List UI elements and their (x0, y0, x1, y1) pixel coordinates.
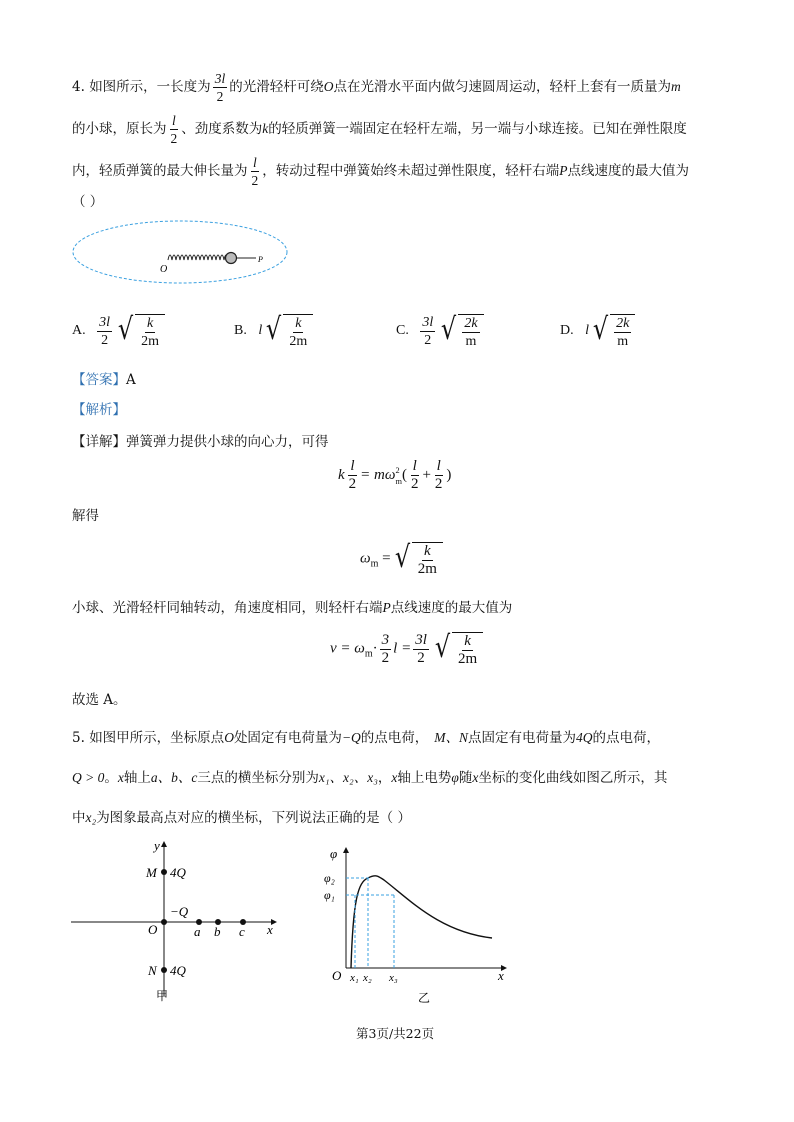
frac-num: k (423, 543, 431, 559)
x2: x₂ (85, 810, 97, 825)
label-x: x (267, 922, 273, 937)
sqrt: √ $\frac{k}{2m}$ (264, 312, 313, 350)
caption-jia: 甲 (156, 989, 169, 1003)
q4-text: 点在光滑水平面内做匀速圆周运动，轻杆上套有一质量为 (333, 79, 671, 95)
q4-text: 点线速度的最大值为 (567, 163, 689, 179)
point-o (161, 919, 167, 925)
label-n-charge: 4Q (170, 963, 186, 978)
q4-mass-m: m (670, 79, 681, 94)
q4-text: ，转动过程中弹簧始终未超过弹性限度，轻杆右端 (262, 163, 560, 179)
frac-num: l (350, 458, 355, 474)
frac-den: 2m (458, 651, 478, 667)
frac-den: 2 (434, 476, 443, 492)
fig-label-o: O (160, 264, 168, 275)
label-m-charge: 4Q (170, 865, 186, 880)
frac-den: 2m (289, 334, 308, 349)
text: 小球、光滑轻杆同轴转动，角速度相同，则轻杆右端 (72, 600, 383, 616)
frac-den: 2 (348, 476, 357, 492)
frac-num: 3l (422, 314, 434, 330)
q4-natural-length-fraction (169, 112, 180, 147)
coef: l (585, 323, 590, 339)
figure-jia (66, 836, 286, 1016)
coef-fraction (420, 314, 435, 349)
option-d[interactable] (560, 312, 635, 350)
sqrt: √ $\frac{k}{2m}$ (393, 540, 443, 578)
point-n (161, 967, 167, 973)
label-o: O (332, 968, 342, 983)
frac-num: l (412, 458, 417, 474)
text: 。 (104, 770, 118, 786)
q4-text: 、劲度系数为 (181, 121, 263, 137)
point-m (161, 869, 167, 875)
eq-dot: · (372, 640, 378, 657)
sqrt: √ $\frac{k}{2m}$ (433, 630, 483, 668)
text: ， (377, 770, 392, 786)
label-m: M (146, 865, 157, 880)
eq-omega: ω (360, 550, 371, 567)
text: 中 (72, 810, 86, 826)
frac-num: k (146, 316, 154, 331)
q4-text: 内，轻质弹簧的最大伸长量为 (72, 163, 248, 179)
x-axis: x (472, 770, 479, 785)
label-x1: x₁ (350, 972, 359, 984)
q4-text: 如图所示，一长度为 (89, 79, 211, 95)
points-mn: M、N (434, 730, 469, 745)
text: 三点的横坐标分别为 (197, 770, 319, 786)
option-c[interactable] (396, 312, 484, 350)
potential-curve (351, 876, 492, 968)
charge-neg-q: −Q (341, 730, 361, 745)
q4-pivot-o: O (323, 79, 334, 94)
text: 随 (458, 770, 473, 786)
q4-point-p: P (559, 163, 568, 178)
spring (168, 255, 228, 260)
eq-sup: 2 (395, 465, 400, 475)
q4-line-2 (72, 112, 687, 147)
label-x2: x₂ (363, 972, 372, 984)
q4-analysis-tag (72, 400, 126, 420)
option-b[interactable] (234, 312, 313, 350)
q4-k: k (262, 121, 269, 136)
eq-sub: m (370, 558, 379, 570)
text: 的点电荷， (592, 730, 661, 746)
frac-num: 3l (415, 631, 427, 648)
frac-den: 2 (101, 332, 109, 348)
page-footer: 第3页/共22页 (356, 1026, 435, 1041)
answer-tag: 【答案】 (72, 372, 126, 388)
q4-rotation-figure (70, 218, 290, 286)
caption-yi: 乙 (418, 991, 431, 1005)
q4-text: 的小球，原长为 (72, 121, 167, 137)
analysis-tag: 【解析】 (72, 402, 126, 418)
sqrt: √ $\frac{2k}{m}$ (591, 312, 635, 350)
eq-sub: m (364, 648, 373, 660)
label-b: b (214, 924, 221, 939)
point-p: P (382, 600, 391, 615)
label-o: O (148, 922, 158, 937)
q4-extension-fraction (250, 154, 261, 189)
label-c: c (239, 924, 245, 939)
equation-1 (338, 458, 451, 493)
label-phi2: φ₂ (324, 871, 335, 885)
q4-text: 的光滑轻杆可绕 (229, 79, 324, 95)
text: 点线速度的最大值为 (390, 600, 513, 616)
coef-fraction (97, 314, 112, 349)
frac-den: 2 (417, 649, 425, 666)
option-a[interactable] (72, 312, 165, 350)
q4-solve: 解得 (72, 508, 99, 524)
origin-o: O (224, 730, 234, 745)
condition: Q > 0 (72, 770, 105, 785)
coef: l (258, 323, 263, 339)
label-x: x (498, 968, 504, 983)
circular-path (73, 221, 287, 283)
frac-den: m (617, 334, 629, 349)
option-label: B. (234, 323, 247, 339)
q5-line-1 (72, 728, 660, 748)
label-o-charge: −Q (170, 904, 189, 919)
q5-number: 5. (72, 730, 85, 746)
frac-den: m (465, 334, 477, 349)
label-n: N (148, 963, 157, 978)
eq-sub: m (395, 476, 402, 486)
figure-yi (320, 840, 520, 1010)
frac-num: l (252, 155, 257, 170)
frac-den: 2m (141, 334, 160, 349)
option-label: D. (560, 323, 574, 339)
equation-3 (330, 630, 483, 668)
detail-text: 弹簧弹力提供小球的向心力，可得 (126, 434, 329, 450)
sqrt: √ $\frac{k}{2m}$ (116, 312, 165, 350)
q4-conclusion: 故选 A。 (72, 692, 127, 708)
label-a: a (194, 924, 201, 939)
frac-den: 2 (216, 89, 224, 104)
x-axis: x (117, 770, 124, 785)
answer-value: A (126, 372, 136, 388)
q4-number: 4. (72, 79, 85, 95)
label-phi1: φ₁ (324, 888, 335, 902)
charge-4q: 4Q (576, 730, 593, 745)
eq-equals: = (382, 550, 391, 567)
text: 如图甲所示，坐标原点 (89, 730, 225, 746)
text: 轴上电势 (397, 770, 452, 786)
label-y: y (154, 838, 160, 853)
text: 处固定有电荷量为 (233, 730, 342, 746)
q4-length-fraction (213, 70, 228, 105)
option-label: A. (72, 323, 86, 339)
frac-den: 2 (410, 476, 419, 492)
q4-answer (72, 370, 136, 390)
q4-answer-blank: （ ） (72, 194, 104, 210)
detail-tag: 【详解】 (72, 434, 126, 450)
paren: ) (446, 466, 452, 483)
q4-same-axis (72, 598, 512, 618)
frac-num: 2k (616, 316, 630, 331)
frac-num: k (464, 633, 471, 649)
q5-line-2 (72, 768, 667, 788)
points-abc: a、b、c (150, 770, 198, 785)
frac-num: l (436, 458, 441, 474)
equation-2 (360, 540, 443, 578)
frac-num: 3 (381, 631, 390, 648)
frac-num: 3l (99, 314, 111, 330)
text: 轴上 (123, 770, 151, 786)
eq-m-omega: = mω (360, 466, 396, 483)
eq-l: l = (393, 640, 412, 657)
option-label: C. (396, 323, 409, 339)
frac-den: 2 (424, 332, 432, 348)
text: 为图象最高点对应的横坐标，下列说法正确的是（ ） (96, 810, 411, 826)
eq-v: v = ω (330, 640, 365, 657)
ball (226, 253, 237, 264)
frac-den: 2m (417, 561, 437, 577)
frac-num: 3l (214, 71, 226, 86)
plus: + (422, 466, 431, 483)
frac-num: k (295, 316, 302, 331)
x-axis: x (391, 770, 398, 785)
text: 坐标的变化曲线如图乙所示，其 (478, 770, 668, 786)
q4-line-3 (72, 154, 689, 189)
fig-label-p: P (258, 255, 263, 264)
frac-den: 2 (170, 131, 178, 146)
q5-line-3 (72, 808, 411, 828)
eq-k: k (338, 466, 345, 483)
coords: x₁、x₂、x₃ (318, 770, 378, 785)
sqrt: √ $\frac{2k}{m}$ (439, 312, 483, 350)
label-x3: x₃ (389, 972, 398, 984)
frac-den: 2 (381, 649, 390, 666)
paren: ( (401, 466, 407, 483)
frac-den: 2 (251, 173, 259, 188)
q4-line-1 (72, 70, 681, 105)
text: 的点电荷， (360, 730, 429, 746)
label-phi: φ (330, 846, 338, 861)
phi: φ (451, 770, 459, 785)
text: 点固定有电荷量为 (468, 730, 577, 746)
q4-detail (72, 432, 329, 452)
q4-text: 的轻质弹簧一端固定在轻杆左端，另一端与小球连接。已知在弹性限度 (268, 121, 687, 137)
frac-num: l (171, 113, 176, 128)
frac-num: 2k (464, 316, 478, 331)
